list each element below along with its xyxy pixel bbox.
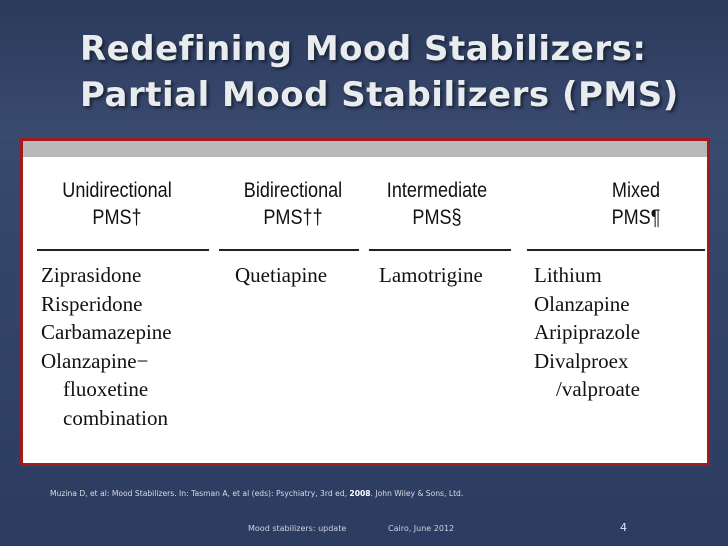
header-mixed-line-1: Mixed — [611, 179, 661, 202]
drug-item: fluoxetine — [63, 377, 149, 401]
drug-item: combination — [63, 405, 168, 430]
header-rule-bidirectional — [219, 249, 359, 251]
citation — [50, 489, 463, 498]
drug-item: Olanzapine — [534, 291, 630, 316]
drug-item: /valproate — [556, 377, 640, 401]
header-mixed-line-2: PMS¶ — [611, 206, 661, 229]
header-bidirectional — [224, 177, 362, 231]
header-bidirectional-line-1: Bidirectional — [243, 179, 343, 202]
drug-item: Divalproex — [534, 348, 629, 373]
drug-item: Olanzapine− — [41, 348, 149, 373]
slide-title-line-2: Partial Mood Stabilizers (PMS) — [80, 75, 679, 115]
drug-item: Risperidone — [41, 291, 143, 316]
header-rule-intermediate — [369, 249, 511, 251]
table-top-bar — [23, 141, 707, 157]
header-unidirectional-line-2: PMS† — [92, 206, 142, 229]
header-intermediate-line-1: Intermediate — [386, 179, 488, 202]
column-unidirectional — [41, 261, 172, 432]
header-intermediate-line-2: PMS§ — [412, 206, 462, 229]
footer-date: Cairo, June 2012 — [388, 524, 455, 533]
pms-table — [20, 138, 710, 466]
column-mixed — [534, 261, 640, 404]
slide-title-line-1: Redefining Mood Stabilizers: — [80, 29, 647, 69]
drug-item: Quetiapine — [235, 263, 328, 287]
citation-publisher: . John Wiley & Sons, Ltd. — [370, 489, 464, 498]
column-bidirectional — [235, 261, 327, 290]
column-intermediate — [379, 261, 483, 290]
page-number: 4 — [620, 521, 627, 534]
drug-item: Ziprasidone — [41, 263, 142, 287]
header-unidirectional — [48, 177, 186, 231]
header-mixed — [572, 177, 701, 231]
header-bidirectional-line-2: PMS†† — [263, 206, 323, 229]
drug-item: Aripiprazole — [534, 320, 641, 344]
header-unidirectional-line-1: Unidirectional — [62, 179, 172, 202]
drug-item: Lithium — [534, 263, 602, 287]
citation-year: 2008 — [349, 489, 371, 498]
drug-item: Lamotrigine — [379, 263, 483, 287]
footer-title: Mood stabilizers: update — [248, 524, 347, 533]
header-rule-unidirectional — [37, 249, 209, 251]
slide-title — [80, 26, 720, 118]
citation-text: Muzina D, et al: Mood Stabilizers. In: Tasman A, et al (eds): Psychiatry, 3rd ed, — [50, 489, 350, 498]
header-rule-mixed — [527, 249, 705, 251]
table-header-row — [23, 177, 707, 249]
header-intermediate — [366, 177, 507, 231]
drug-item: Carbamazepine — [41, 320, 172, 344]
